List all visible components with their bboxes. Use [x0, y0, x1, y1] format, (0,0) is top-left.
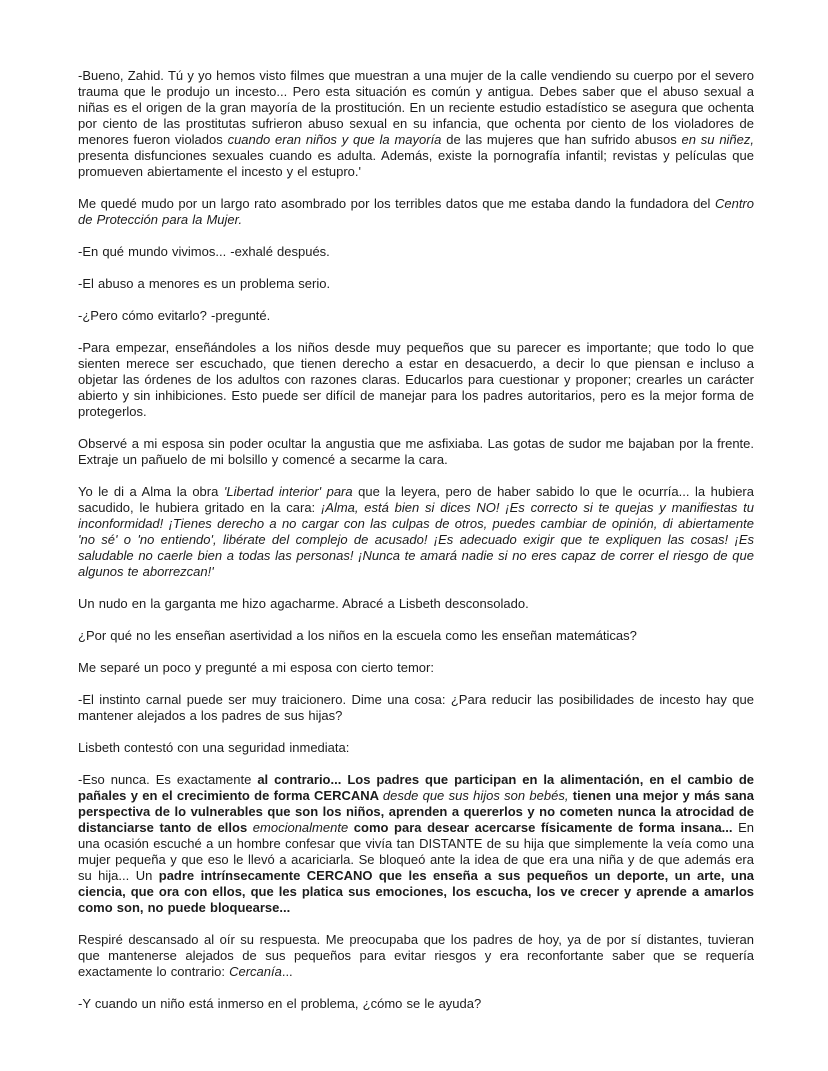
text-segment: Me quedé mudo por un largo rato asombrado por los terribles datos que me estaba dando la fundadora del [78, 196, 715, 211]
text-segment: en su niñez, [681, 132, 755, 147]
text-segment: -El instinto carnal puede ser muy traicionero. Dime una cosa: ¿Para reducir las posibilidades de incesto hay que mantener alejados a los padres de sus hijas? [78, 692, 754, 723]
text-segment: desde que sus hijos son bebés, [382, 788, 569, 803]
text-segment: ... [281, 964, 293, 979]
document-body [78, 68, 754, 1012]
paragraph [78, 596, 754, 612]
text-segment: 'Libertad interior' para [223, 484, 353, 499]
paragraph [78, 340, 754, 420]
text-segment: -¿Pero cómo evitarlo? -pregunté. [78, 308, 271, 323]
text-segment: ¿Por qué no les enseñan asertividad a los niños en la escuela como les enseñan matemáticas? [78, 628, 637, 643]
text-segment: -Eso nunca. Es exactamente [78, 772, 258, 787]
text-segment: ¡Alma, está bien si dices NO! ¡Es correcto si te quejas y manifiestas tu inconformidad! ¡Tienes derecho a no cargar con las culpas de otros, puedes cambiar de opinión, di abiertamente 'no sé' o 'no entiendo', libérate del complejo de acusado! ¡Es adecuado exigir que te expliquen las cosas! ¡Es saludable no caerle bien a todas las personas! ¡Nunca te amará nadie si no eres capaz de correr el riesgo de que algunos te aborrezcan!' [78, 500, 754, 579]
text-segment: -Bueno, Zahid. Tú y yo hemos visto filmes que muestran a una mujer de la calle vendiendo su cuerpo por el severo trauma que le produjo un incesto... Pero esta situación es común y antigua. Debes saber que el abuso sexual a niñas es el origen de la gran mayoría de la prostitución. En un reciente estudio estadístico se asegura que ochenta por ciento de las prostitutas sufrieron abuso sexual en su infancia, que ochenta por ciento de los violadores de menores fueron violados [78, 68, 754, 147]
text-segment: que la leyera, pero de haber sabido lo que le ocurría... la hubiera sacudido, le hubiera gritado en la cara: [78, 484, 754, 515]
paragraph [78, 244, 754, 260]
text-segment: Centro de Protección para la Mujer. [78, 196, 754, 227]
text-segment: Yo le di a Alma la obra [78, 484, 224, 499]
paragraph [78, 772, 754, 916]
text-segment: al contrario... Los padres que participan en la alimentación, en el cambio de pañales y en el crecimiento de forma CERCANA [78, 772, 754, 803]
text-segment: emocionalmente [252, 820, 349, 835]
paragraph [78, 276, 754, 292]
text-segment: -En qué mundo vivimos... -exhalé después. [78, 244, 330, 259]
text-segment: de las mujeres que han sufrido abusos [441, 132, 682, 147]
text-segment: En una ocasión escuché a un hombre confesar que vivía tan DISTANTE de su hija que simplemente la veía como una mujer pequeña y que eso le llevó a acariciarla. Se bloqueó ante la idea de que era una niña y de que además era su hija... Un [78, 820, 755, 883]
paragraph [78, 484, 754, 580]
text-segment: como para desear acercarse físicamente de forma insana... [348, 820, 733, 835]
paragraph [78, 740, 754, 756]
text-segment: Observé a mi esposa sin poder ocultar la angustia que me asfixiaba. Las gotas de sudor me bajaban por la frente. Extraje un pañuelo de mi bolsillo y comencé a secarme la cara. [78, 436, 754, 467]
text-segment: cuando eran niños y que la mayoría [227, 132, 442, 147]
text-segment: -Y cuando un niño está inmerso en el problema, ¿cómo se le ayuda? [78, 996, 482, 1011]
paragraph [78, 308, 754, 324]
text-segment: -Para empezar, enseñándoles a los niños desde muy pequeños que su parecer es importante; que todo lo que sienten merece ser escuchado, que tienen derecho a estar en desacuerdo, a decir lo que piensan e incluso a objetar las órdenes de los adultos con razones claras. Educarlos para cuestionar y proponer; crearles un carácter abierto y sin inhibiciones. Esto puede ser difícil de manejar para los padres autoritarios, pero es la mejor forma de protegerlos. [78, 340, 754, 419]
paragraph [78, 436, 754, 468]
text-segment: Respiré descansado al oír su respuesta. Me preocupaba que los padres de hoy, ya de por sí distantes, tuvieran que mantenerse alejados de sus pequeños para evitar riesgos y era reconfortante saber que se requería exactamente lo contrario: [78, 932, 754, 979]
paragraph [78, 996, 754, 1012]
paragraph [78, 692, 754, 724]
text-segment: padre intrínsecamente CERCANO que les enseña a sus pequeños un deporte, un arte, una ciencia, que ora con ellos, que les platica sus emociones, los escucha, los ve crecer y aprende a amarlos como son, no puede bloquearse... [78, 868, 754, 915]
text-segment: -El abuso a menores es un problema serio. [78, 276, 331, 291]
paragraph [78, 68, 754, 180]
paragraph [78, 196, 754, 228]
document-page [78, 68, 754, 1028]
text-segment: Lisbeth contestó con una seguridad inmediata: [78, 740, 350, 755]
text-segment: tienen una mejor y más sana perspectiva de lo vulnerables que son los niños, aprenden a quererlos y no cometen nunca la atrocidad de distanciarse tanto de ellos [78, 788, 754, 835]
text-segment: presenta disfunciones sexuales cuando es adulta. Además, existe la pornografía infantil; revistas y películas que promueven abiertamente el incesto y el estupro.' [78, 148, 754, 179]
text-segment: Cercanía [229, 964, 282, 979]
paragraph [78, 932, 754, 980]
paragraph [78, 628, 754, 644]
text-segment: Un nudo en la garganta me hizo agacharme. Abracé a Lisbeth desconsolado. [78, 596, 529, 611]
paragraph [78, 660, 754, 676]
text-segment: Me separé un poco y pregunté a mi esposa con cierto temor: [78, 660, 434, 675]
